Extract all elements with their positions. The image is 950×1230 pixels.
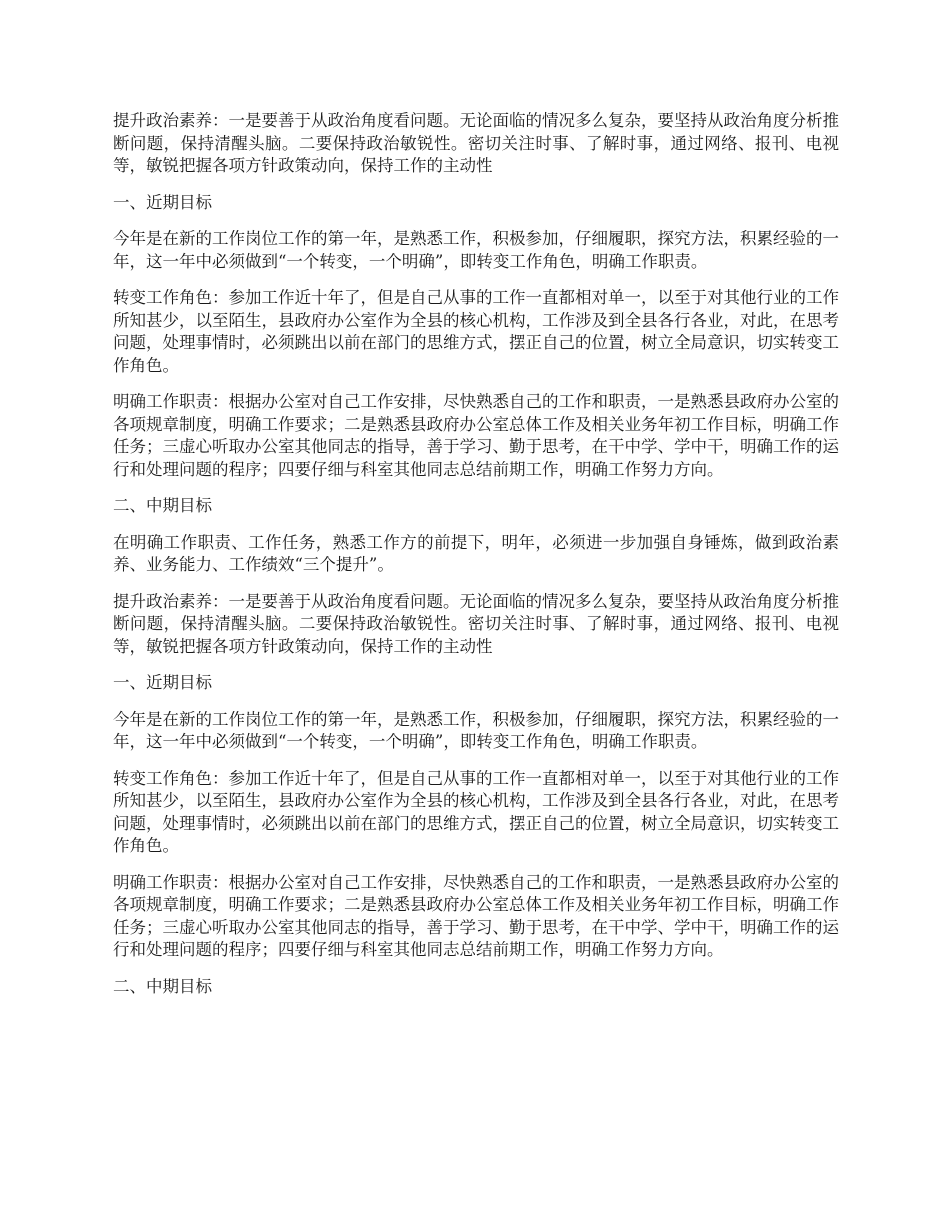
heading-mid-term-goal: 二、中期目标 — [113, 496, 212, 515]
paragraph-change-role: 转变工作角色：参加工作近十年了，但是自己从事的工作一直都相对单一，以至于对其他行业的工作所知甚少，以至陌生，县政府办公室作为全县的核心机构，工作涉及到全县各行各业，对此，在思考问题，处理事情时，必须跳出以前在部门的思维方式，摆正自己的位置，树立全局意识，切实转变工作角色。 — [113, 288, 839, 375]
paragraph-clarify-duties: 明确工作职责：根据办公室对自己工作安排，尽快熟悉自己的工作和职责，一是熟悉县政府办公室的各项规章制度，明确工作要求；二是熟悉县政府办公室总体工作及相关业务年初工作目标，明确工作任务；三虚心听取办公室其他同志的指导，善于学习、勤于思考，在干中学、学中干，明确工作的运行和处理问题的程序；四要仔细与科室其他同志总结前期工作，明确工作努力方向。 — [113, 392, 839, 479]
paragraph-political-quality-2: 提升政治素养：一是要善于从政治角度看问题。无论面临的情况多么复杂，要坚持从政治角度分析推断问题，保持清醒头脑。二要保持政治敏锐性。密切关注时事、了解时事，通过网络、报刊、电视等，敏锐把握各项方针政策动向，保持工作的主动性 — [113, 591, 839, 656]
paragraph-first-year-2: 今年是在新的工作岗位工作的第一年，是熟悉工作，积极参加，仔细履职，探究方法，积累经验的一年，这一年中必须做到“一个转变，一个明确”，即转变工作角色，明确工作职责。 — [113, 709, 839, 751]
paragraph-three-improvements: 在明确工作职责、工作任务，熟悉工作方的前提下，明年，必须进一步加强自身锤炼，做到政治素养、业务能力、工作绩效“三个提升”。 — [113, 532, 839, 574]
heading-mid-term-goal-2: 二、中期目标 — [113, 976, 212, 996]
heading-short-term-goal: 一、近期目标 — [113, 192, 212, 212]
paragraph-clarify-duties-2: 明确工作职责：根据办公室对自己工作安排，尽快熟悉自己的工作和职责，一是熟悉县政府办公室的各项规章制度，明确工作要求；二是熟悉县政府办公室总体工作及相关业务年初工作目标，明确工作任务；三虚心听取办公室其他同志的指导，善于学习、勤于思考，在干中学、学中干，明确工作的运行和处理问题的程序；四要仔细与科室其他同志总结前期工作，明确工作努力方向。 — [113, 872, 839, 959]
paragraph-political-quality: 提升政治素养：一是要善于从政治角度看问题。无论面临的情况多么复杂，要坚持从政治角度分析推断问题，保持清醒头脑。二要保持政治敏锐性。密切关注时事、了解时事，通过网络、报刊、电视等，敏锐把握各项方针政策动向，保持工作的主动性 — [113, 111, 839, 175]
document-page — [113, 110, 839, 1012]
heading-short-term-goal-2: 一、近期目标 — [113, 673, 212, 692]
paragraph-change-role-2: 转变工作角色：参加工作近十年了，但是自己从事的工作一直都相对单一，以至于对其他行业的工作所知甚少，以至陌生，县政府办公室作为全县的核心机构，工作涉及到全县各行各业，对此，在思考问题，处理事情时，必须跳出以前在部门的思维方式，摆正自己的位置，树立全局意识，切实转变工作角色。 — [113, 768, 839, 855]
paragraph-first-year: 今年是在新的工作岗位工作的第一年，是熟悉工作，积极参加，仔细履职，探究方法，积累经验的一年，这一年中必须做到“一个转变，一个明确”，即转变工作角色，明确工作职责。 — [113, 229, 839, 271]
